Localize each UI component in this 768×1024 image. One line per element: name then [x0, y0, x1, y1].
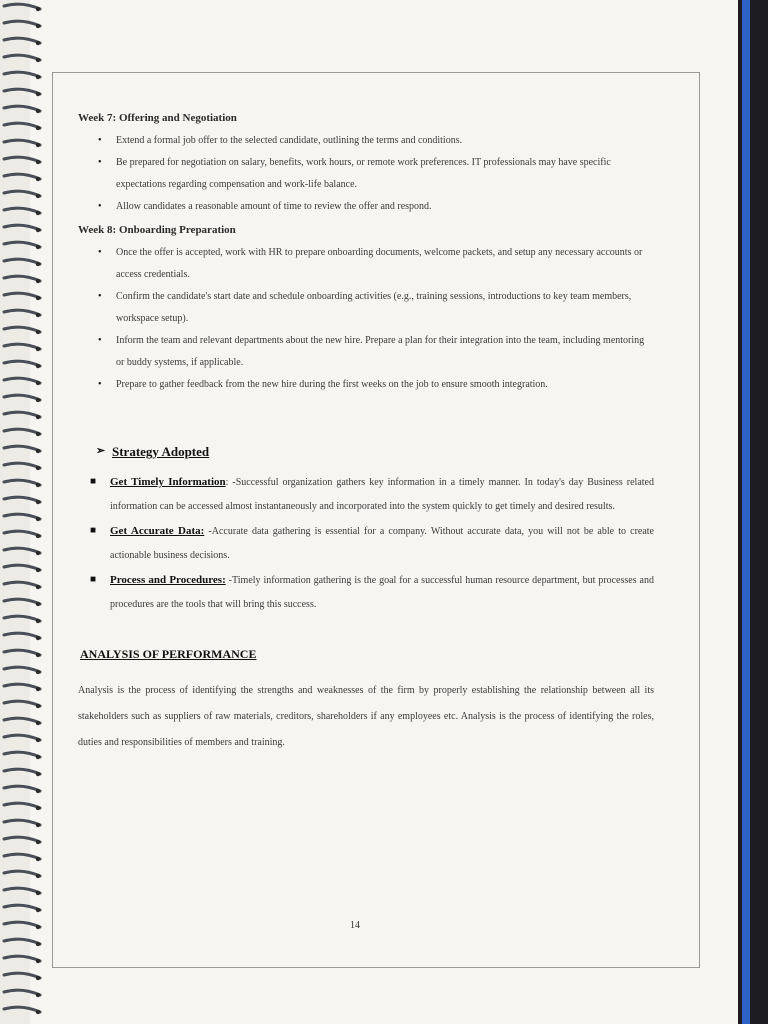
spiral-coil — [4, 463, 40, 468]
punch-hole — [36, 857, 40, 861]
week8-list — [74, 242, 654, 396]
spiral-coil — [4, 344, 40, 349]
spiral-coil — [4, 769, 40, 774]
spiral-coil — [4, 650, 40, 655]
spiral-coil — [4, 446, 40, 451]
punch-hole — [36, 636, 40, 640]
spiral-coil — [4, 803, 40, 808]
punch-hole — [36, 738, 40, 742]
punch-hole — [36, 670, 40, 674]
spiral-coil — [4, 412, 40, 417]
punch-hole — [36, 398, 40, 402]
punch-hole — [36, 432, 40, 436]
punch-hole — [36, 874, 40, 878]
punch-hole — [36, 976, 40, 980]
spiral-coil — [4, 395, 40, 400]
spiral-coil — [4, 735, 40, 740]
punch-hole — [36, 7, 40, 11]
spiral-coil — [4, 276, 40, 281]
spiral-coil — [4, 582, 40, 587]
punch-hole — [36, 415, 40, 419]
spiral-coil — [4, 174, 40, 179]
spiral-coil — [4, 871, 40, 876]
spiral-coil — [4, 922, 40, 927]
punch-hole — [36, 347, 40, 351]
page-number: 14 — [350, 920, 360, 931]
spiral-coil — [4, 361, 40, 366]
punch-hole — [36, 364, 40, 368]
punch-hole — [36, 211, 40, 215]
spiral-coil — [4, 531, 40, 536]
punch-hole — [36, 602, 40, 606]
document-body — [74, 112, 654, 756]
punch-hole — [36, 1010, 40, 1014]
punch-hole — [36, 75, 40, 79]
punch-hole — [36, 24, 40, 28]
punch-hole — [36, 704, 40, 708]
spiral-coil — [4, 55, 40, 60]
spiral-coil — [4, 106, 40, 111]
list-item: • Confirm the candidate's start date and schedule onboarding activities (e.g., training sessions, introductions to key team members, workspace setup). — [98, 291, 632, 324]
spiral-coil — [4, 157, 40, 162]
punch-hole — [36, 466, 40, 470]
punch-hole — [36, 772, 40, 776]
spiral-coil — [4, 242, 40, 247]
spiral-binding — [0, 0, 48, 1024]
spiral-coil — [4, 378, 40, 383]
list-item: • Be prepared for negotiation on salary, benefits, work hours, or remote work preferences. IT professionals may have specific expectations regarding compensation and work-life balance. — [98, 157, 611, 190]
punch-hole — [36, 925, 40, 929]
spiral-coil — [4, 837, 40, 842]
spiral-coil — [4, 548, 40, 553]
spiral-coil — [4, 293, 40, 298]
punch-hole — [36, 126, 40, 130]
punch-hole — [36, 381, 40, 385]
spiral-coil — [4, 4, 40, 9]
list-item: • Once the offer is accepted, work with HR to prepare onboarding documents, welcome packets, and setup any necessary accounts or access credentials. — [98, 247, 643, 280]
punch-hole — [36, 449, 40, 453]
punch-hole — [36, 840, 40, 844]
spiral-coil — [4, 616, 40, 621]
strategy-heading: ➢ Strategy Adopted — [96, 444, 210, 459]
punch-hole — [36, 160, 40, 164]
list-item: ■ Get Accurate Data: -Accurate data gathering is essential for a company. Without accurate data, you will not be able to create actionable business decisions. — [90, 525, 654, 561]
punch-hole — [36, 296, 40, 300]
punch-hole — [36, 483, 40, 487]
spiral-coil — [4, 208, 40, 213]
spiral-coil — [4, 225, 40, 230]
punch-hole — [36, 330, 40, 334]
punch-hole — [36, 194, 40, 198]
punch-hole — [36, 500, 40, 504]
week7-list — [74, 130, 654, 218]
punch-hole — [36, 551, 40, 555]
spiral-coil — [4, 633, 40, 638]
spiral-coil — [4, 123, 40, 128]
punch-hole — [36, 109, 40, 113]
list-item: • Prepare to gather feedback from the new hire during the first weeks on the job to ensure smooth integration. — [98, 379, 548, 390]
punch-hole — [36, 993, 40, 997]
spiral-coil — [4, 21, 40, 26]
punch-hole — [36, 279, 40, 283]
spiral-coil — [4, 565, 40, 570]
spiral-coil — [4, 667, 40, 672]
punch-hole — [36, 687, 40, 691]
spiral-coil — [4, 514, 40, 519]
punch-hole — [36, 789, 40, 793]
spiral-coil — [4, 191, 40, 196]
punch-hole — [36, 245, 40, 249]
punch-hole — [36, 228, 40, 232]
spiral-coil — [4, 140, 40, 145]
list-item: ■ Get Timely Information: -Successful organization gathers key information in a timely manner. In today's day Business related information can be accessed almost instantaneously and incorporated into the system quickly to get timely and desired results. — [90, 476, 654, 512]
punch-hole — [36, 534, 40, 538]
spiral-coil — [4, 497, 40, 502]
punch-hole — [36, 92, 40, 96]
spiral-coil — [4, 259, 40, 264]
punch-hole — [36, 143, 40, 147]
punch-hole — [36, 313, 40, 317]
spiral-coil — [4, 310, 40, 315]
week8-heading: Week 8: Onboarding Preparation — [78, 224, 236, 236]
spiral-coil — [4, 752, 40, 757]
spiral-coil — [4, 888, 40, 893]
punch-hole — [36, 517, 40, 521]
punch-hole — [36, 721, 40, 725]
week7-heading: Week 7: Offering and Negotiation — [78, 112, 237, 124]
punch-hole — [36, 177, 40, 181]
list-item: • Allow candidates a reasonable amount of time to review the offer and respond. — [98, 201, 432, 212]
spiral-coil — [4, 89, 40, 94]
punch-hole — [36, 942, 40, 946]
punch-hole — [36, 568, 40, 572]
punch-hole — [36, 891, 40, 895]
punch-hole — [36, 653, 40, 657]
spiral-coil — [4, 820, 40, 825]
spiral-coil — [4, 327, 40, 332]
spiral-coil — [4, 701, 40, 706]
list-item: • Inform the team and relevant departments about the new hire. Prepare a plan for their integration into the team, including mentoring or buddy systems, if applicable. — [98, 335, 645, 368]
spiral-coil — [4, 854, 40, 859]
spiral-coil — [4, 480, 40, 485]
spiral-coil — [4, 429, 40, 434]
punch-hole — [36, 58, 40, 62]
spiral-coil — [4, 973, 40, 978]
spiral-coil — [4, 599, 40, 604]
spiral-coil — [4, 956, 40, 961]
binder-cover-stripe — [742, 0, 750, 1024]
spiral-coil — [4, 718, 40, 723]
spiral-coil — [4, 684, 40, 689]
spiral-coil — [4, 939, 40, 944]
punch-hole — [36, 585, 40, 589]
spiral-coil — [4, 990, 40, 995]
spiral-coil — [4, 38, 40, 43]
list-item: • Extend a formal job offer to the selected candidate, outlining the terms and conditions. — [98, 135, 463, 146]
list-item: ■ Process and Procedures: -Timely information gathering is the goal for a successful human resource department, but processes and procedures are the tools that will bring this success. — [90, 574, 654, 610]
spiral-coil — [4, 905, 40, 910]
punch-hole — [36, 755, 40, 759]
punch-hole — [36, 959, 40, 963]
strategy-list — [74, 470, 654, 617]
spiral-coil — [4, 786, 40, 791]
punch-hole — [36, 262, 40, 266]
punch-hole — [36, 41, 40, 45]
analysis-heading: ANALYSIS OF PERFORMANCE — [80, 647, 257, 661]
spiral-coil — [4, 1007, 40, 1012]
punch-hole — [36, 619, 40, 623]
punch-hole — [36, 806, 40, 810]
analysis-paragraph: Analysis is the process of identifying the strengths and weaknesses of the firm by properly establishing the relationship between all its stakeholders such as suppliers of raw materials, creditors, shareholders if any employees etc. Analysis is the process of identifying the roles, duties and responsibilities of members and training. — [78, 685, 654, 748]
arrow-bullet-icon: ➢ — [96, 445, 106, 457]
punch-hole — [36, 823, 40, 827]
spiral-coil — [4, 72, 40, 77]
punch-hole — [36, 908, 40, 912]
